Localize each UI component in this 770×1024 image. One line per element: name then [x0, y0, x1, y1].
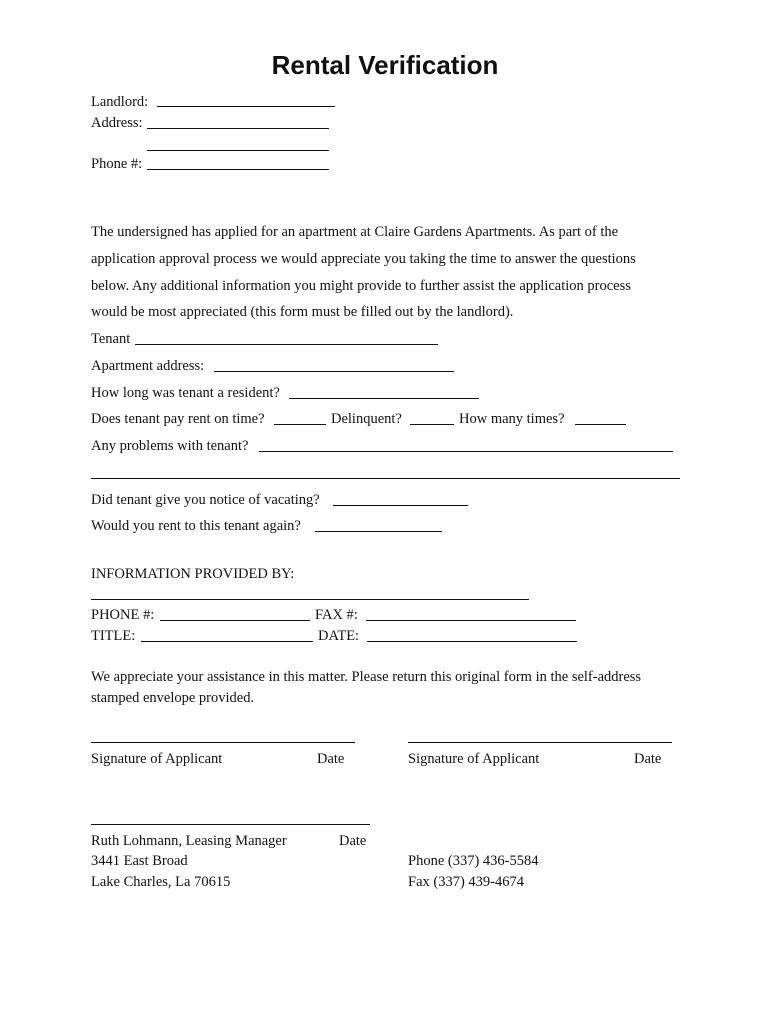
how-long-field[interactable]	[289, 398, 479, 399]
provided-phone-field[interactable]	[160, 620, 310, 621]
how-many-times-field[interactable]	[575, 424, 626, 425]
applicant-signature-field-2[interactable]	[408, 742, 672, 743]
intro-line-2: application approval process we would appreciate you taking the time to answer the questions	[91, 251, 636, 267]
applicant-signature-label-2: Signature of Applicant	[408, 751, 540, 767]
delinquent-label: Delinquent?	[331, 411, 402, 427]
provided-by-field[interactable]	[91, 599, 529, 600]
rent-on-time-field[interactable]	[274, 424, 326, 425]
contact-street: 3441 East Broad	[91, 853, 188, 869]
phone-label: Phone #:	[91, 156, 143, 172]
provided-title-field[interactable]	[141, 641, 313, 642]
applicant-date-label-2: Date	[634, 751, 662, 767]
problems-label: Any problems with tenant?	[91, 438, 249, 454]
applicant-date-label-1: Date	[317, 751, 345, 767]
manager-date-label: Date	[339, 833, 367, 849]
contact-fax: Fax (337) 439-4674	[408, 874, 524, 890]
intro-line-3: below. Any additional information you might provide to further assist the application process	[91, 278, 631, 294]
rent-on-time-label: Does tenant pay rent on time?	[91, 411, 265, 427]
manager-signature-field[interactable]	[91, 824, 370, 825]
landlord-field[interactable]	[157, 106, 335, 107]
apartment-address-label: Apartment address:	[91, 358, 205, 374]
intro-line-4: would be most appreciated (this form must be filled out by the landlord).	[91, 304, 514, 320]
address-label: Address:	[91, 115, 143, 131]
manager-name: Ruth Lohmann, Leasing Manager	[91, 833, 287, 849]
closing-line-1: We appreciate your assistance in this matter. Please return this original form in the self-address	[91, 669, 642, 685]
provided-phone-label: PHONE #:	[91, 607, 155, 623]
delinquent-field[interactable]	[410, 424, 454, 425]
problems-field-line2[interactable]	[91, 478, 680, 479]
applicant-signature-label-1: Signature of Applicant	[91, 751, 223, 767]
contact-phone: Phone (337) 436-5584	[408, 853, 539, 869]
provided-date-field[interactable]	[367, 641, 577, 642]
provided-by-heading: INFORMATION PROVIDED BY:	[91, 566, 295, 582]
contact-city: Lake Charles, La 70615	[91, 874, 231, 890]
page-title: Rental Verification	[271, 50, 499, 80]
problems-field[interactable]	[259, 451, 673, 452]
address-field-line2[interactable]	[147, 150, 329, 151]
rent-again-label: Would you rent to this tenant again?	[91, 518, 301, 534]
address-field[interactable]	[147, 128, 329, 129]
applicant-signature-field-1[interactable]	[91, 742, 355, 743]
apartment-address-field[interactable]	[214, 371, 454, 372]
closing-line-2: stamped envelope provided.	[91, 690, 255, 706]
landlord-label: Landlord:	[91, 94, 149, 110]
notice-label: Did tenant give you notice of vacating?	[91, 492, 320, 508]
how-long-label: How long was tenant a resident?	[91, 385, 280, 401]
how-many-times-label: How many times?	[459, 411, 565, 427]
intro-line-1: The undersigned has applied for an apartment at Claire Gardens Apartments. As part of the	[91, 224, 619, 240]
tenant-label: Tenant	[91, 331, 131, 347]
provided-date-label: DATE:	[318, 628, 360, 644]
phone-field[interactable]	[147, 169, 329, 170]
notice-field[interactable]	[333, 505, 468, 506]
provided-fax-field[interactable]	[366, 620, 576, 621]
tenant-field[interactable]	[135, 344, 438, 345]
rent-again-field[interactable]	[315, 531, 442, 532]
provided-title-label: TITLE:	[91, 628, 136, 644]
provided-fax-label: FAX #:	[315, 607, 358, 623]
